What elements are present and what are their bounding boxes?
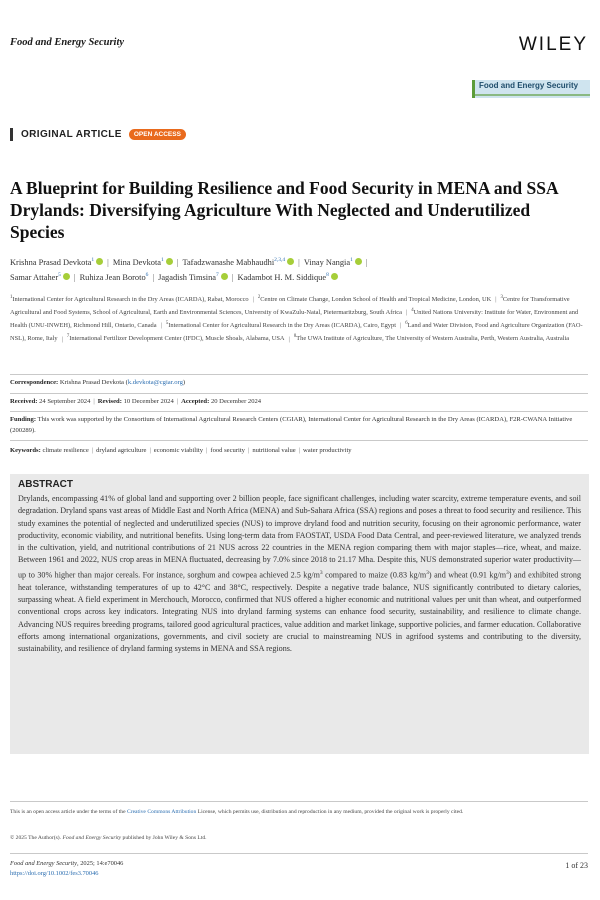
author[interactable] bbox=[10, 258, 103, 267]
author-name[interactable]: Tafadzwanashe Mabhaudhi bbox=[182, 257, 275, 267]
divider bbox=[10, 393, 588, 394]
affiliation-number: 3 bbox=[500, 295, 503, 300]
author[interactable] bbox=[10, 273, 70, 282]
affiliation-separator: | bbox=[160, 322, 162, 330]
affiliation-number: 7 bbox=[66, 334, 70, 340]
article-dates bbox=[10, 397, 588, 408]
orcid-icon[interactable] bbox=[166, 258, 173, 265]
author[interactable] bbox=[237, 273, 337, 282]
revised-date: 10 December 2024 bbox=[123, 398, 174, 405]
orcid-icon[interactable] bbox=[331, 273, 338, 280]
correspondence-email-link[interactable]: k.devkota@cgiar.org bbox=[127, 379, 183, 386]
keyword-separator: | bbox=[149, 447, 151, 454]
keyword[interactable]: economic viability bbox=[153, 447, 204, 454]
license-text bbox=[10, 808, 588, 817]
orcid-icon[interactable] bbox=[221, 273, 228, 280]
received-date: 24 September 2024 bbox=[39, 398, 91, 405]
affiliation-text: International Center for Agricultural Research in the Dry Areas (ICARDA), Cairo, Egypt bbox=[168, 322, 396, 330]
author-name[interactable]: Krishna Prasad Devkota bbox=[10, 257, 92, 267]
affiliation-text: International Center for Agricultural Research in the Dry Areas (ICARDA), Rabat, Morocco bbox=[12, 296, 249, 304]
affiliation-number: 6 bbox=[405, 321, 408, 327]
abstract-superscript: 3 bbox=[506, 569, 509, 576]
affiliation-number: 5 bbox=[165, 321, 169, 327]
correspondence-name: Krishna Prasad Devkota bbox=[59, 379, 124, 386]
license-link[interactable]: Creative Commons Attribution bbox=[126, 809, 197, 815]
author-affiliation-ref: 1 bbox=[161, 257, 164, 263]
abstract-part: ) and exhibited strong heat tolerance, withstanding temperatures of up to 42°C and 38°C, respectively. Despite a negative trade balance, NUS significantly contributed to dietary calories, surpassing wheat. A field experiment in Merchouch, Morocco, confirmed that NUS offered a higher economic and nutritional values per unit than wheat, and outperformed conventional crops across key indicators. Integrating NUS into dryland farming systems can enhance food security, sustainability, and resilience to climate change. Advancing NUS requires breeding programs, tailored good agricultural practices, value addition and market linkage, supportive policies, and farmer education. Collaborative efforts among international organizations, governments, and civil society are crucial to mainstreaming NUS in agrifood systems and contributing to the diversity, sustainability, and resilience of dryland farming systems in MENA and SSA regions. bbox=[18, 570, 581, 654]
keyword-separator: | bbox=[247, 447, 250, 454]
keyword-separator: | bbox=[298, 447, 301, 454]
abstract-part: ) and wheat (0.91 kg/m bbox=[428, 570, 507, 580]
author-name[interactable]: Kadambot H. M. Siddique bbox=[237, 272, 327, 282]
author-name[interactable]: Samar Attaher bbox=[10, 272, 59, 282]
funding-label: Funding: bbox=[10, 416, 37, 423]
divider bbox=[10, 440, 588, 441]
orcid-icon[interactable] bbox=[96, 258, 103, 265]
copyright-journal: Food and Energy Security bbox=[62, 835, 122, 841]
correspondence: Correspondence: Krishna Prasad Devkota (k.devkota@cgiar.org) bbox=[10, 379, 186, 386]
affiliation-number: 2 bbox=[257, 295, 261, 300]
author-affiliation-ref: 2,3,4 bbox=[274, 257, 286, 263]
divider bbox=[10, 411, 588, 412]
affiliation-text: Land and Water Division, Food and Agriculture Organization (FAO-NSL), Rome, Italy bbox=[10, 322, 583, 343]
article-title: A Blueprint for Building Resilience and Food Security in MENA and SSA Drylands: Diversifying Agriculture With Neglected and Underutilized Species bbox=[10, 178, 558, 242]
affiliation-separator: | bbox=[495, 296, 497, 304]
copyright-post: published by John Wiley & Sons Ltd. bbox=[121, 835, 207, 841]
keywords-label: Keywords: bbox=[10, 447, 41, 454]
author-affiliation-ref: 5 bbox=[58, 271, 61, 278]
author-separator: | bbox=[231, 272, 234, 282]
abstract-part: Drylands, encompassing 41% of global land and supporting over 2 billion people, face significant challenges, including water scarcity, extreme temperature events, and soil degradation. Dryland spans vast areas of Middle East and North Africa (MENA) and Sub-Sahara Africa (SSA) regions and poses a threat to food security and resilience. This study examines the potential of neglected and underutilized species (NUS) to improve dryland food and nutrition security, focusing on their agronomic performance, water productivity, economic viability, and nutritional benefits. Using long-term data from FAOSTAT, USDA Food Data Central, and peer-reviewed literature, we analyzed trends in the cultivation, yield, and nutritional contributions of 21 NUS across 22 countries in the MENA region comparing them with major staples—rice, wheat, and maize. Between 1961 and 2022, NUS crop areas in MENA fluctuated, decreasing by 7.0% since 2018 to 21.17 Mha. Despite this, NUS demonstrated superior water productivity—up to 30% higher than major cereals. For instance, sorghum and cowpea achieved 2.5 kg/m bbox=[18, 494, 581, 580]
keyword-separator: | bbox=[206, 447, 208, 454]
affiliation-text: Centre on Climate Change, London School of Health and Tropical Medicine, London, UK bbox=[260, 296, 492, 304]
citation-volume: , 2025; 14:e70046 bbox=[77, 860, 124, 867]
keyword[interactable]: nutritional value bbox=[252, 447, 296, 454]
abstract-superscript: 3 bbox=[426, 569, 429, 576]
author-separator: | bbox=[107, 257, 109, 267]
copyright bbox=[10, 834, 207, 843]
author-affiliation-ref: 1 bbox=[91, 257, 95, 263]
author[interactable] bbox=[182, 258, 294, 267]
keyword[interactable]: dryland agriculture bbox=[96, 447, 147, 454]
affiliation-text: International Fertilizer Development Center (IFDC), Muscle Shoals, Alabama, USA bbox=[69, 335, 285, 343]
affiliations bbox=[10, 292, 588, 345]
citation-journal: Food and Energy Security bbox=[10, 860, 78, 867]
journal-badge-label: Food and Energy Security bbox=[479, 81, 579, 90]
article-type bbox=[10, 128, 186, 141]
accepted-date: 20 December 2024 bbox=[210, 398, 262, 405]
journal-badge-stripe bbox=[475, 94, 590, 96]
received-label: Received: bbox=[10, 398, 38, 405]
date-separator: | bbox=[93, 398, 95, 405]
author[interactable] bbox=[158, 273, 228, 282]
revised-label: Revised: bbox=[97, 398, 122, 405]
author[interactable] bbox=[113, 258, 173, 267]
publisher-logo: WILEY bbox=[518, 34, 588, 55]
author-affiliation-ref: 8 bbox=[326, 271, 329, 278]
keyword-separator: | bbox=[91, 447, 94, 454]
affiliation-text: United Nations University: Institute for Water, Environment and Health (UNU-INWEH), Richmond Hill, Ontario, Canada bbox=[10, 309, 579, 330]
journal-badge bbox=[472, 80, 590, 98]
author-affiliation-ref: 1 bbox=[350, 257, 353, 263]
author-name[interactable]: Jagadish Timsina bbox=[158, 272, 217, 282]
article-type-bar bbox=[10, 128, 13, 141]
date-separator: | bbox=[176, 398, 179, 405]
accepted-label: Accepted: bbox=[181, 398, 210, 405]
author-separator: | bbox=[365, 257, 368, 267]
author-name[interactable]: Ruhiza Jean Boroto bbox=[79, 272, 146, 282]
copyright-pre: © 2025 The Author(s). bbox=[10, 835, 63, 841]
license-pre: This is an open access article under the terms of the bbox=[10, 809, 127, 815]
affiliation-separator: | bbox=[288, 335, 290, 343]
citation bbox=[10, 859, 123, 879]
divider bbox=[10, 374, 588, 375]
keyword[interactable]: water productivity bbox=[303, 447, 352, 454]
abstract-heading: ABSTRACT bbox=[18, 479, 73, 490]
affiliation-text: The UWA Institute of Agriculture, The University of Western Australia, Perth, Western Australia, Australia bbox=[296, 335, 570, 343]
author-name[interactable]: Mina Devkota bbox=[112, 257, 161, 267]
orcid-icon[interactable] bbox=[63, 273, 70, 280]
article-type-label: ORIGINAL ARTICLE bbox=[21, 129, 122, 140]
affiliation-text: Centre for Transformative Agricultural and Food Systems, School of Agricultural, Earth and Environmental Sciences, University of KwaZulu-Natal, Pietermaritzburg, South Africa bbox=[10, 296, 570, 317]
license-post: License, which permits use, distribution and reproduction in any medium, provided the original work is properly cited. bbox=[196, 809, 464, 815]
author[interactable] bbox=[80, 273, 149, 282]
affiliation-number: 8 bbox=[293, 334, 297, 340]
affiliation-separator: | bbox=[61, 335, 63, 343]
funding bbox=[10, 415, 588, 436]
divider bbox=[10, 801, 588, 802]
author-separator: | bbox=[298, 257, 300, 267]
open-access-badge: OPEN ACCESS bbox=[129, 129, 186, 140]
keyword[interactable]: food security bbox=[210, 447, 245, 454]
author-separator: | bbox=[73, 272, 76, 282]
affiliation-number: 1 bbox=[10, 295, 13, 300]
doi-link[interactable]: https://doi.org/10.1002/fes3.70046 bbox=[10, 870, 99, 877]
keywords bbox=[10, 446, 588, 457]
affiliation-separator: | bbox=[399, 322, 402, 330]
author-affiliation-ref: 7 bbox=[216, 271, 219, 278]
affiliation-separator: | bbox=[405, 309, 408, 317]
orcid-icon[interactable] bbox=[355, 258, 362, 265]
abstract-box bbox=[10, 474, 589, 754]
author-separator: | bbox=[152, 272, 155, 282]
abstract-text bbox=[18, 493, 581, 656]
affiliation-separator: | bbox=[252, 296, 254, 304]
author-list bbox=[10, 254, 585, 284]
page-number: 1 of 23 bbox=[565, 861, 588, 870]
journal-name: Food and Energy Security bbox=[10, 37, 125, 48]
correspondence-label: Correspondence: bbox=[10, 379, 59, 386]
abstract-part: compared to maize (0.83 kg/m bbox=[322, 570, 427, 580]
affiliation-number: 4 bbox=[411, 308, 414, 314]
funding-text: This work was supported by the Consortium of International Agricultural Research Centers (CGIAR), International Center for Agricultural Research in the Dry Areas (ICARDA), F2R-CWANA Initiative (200289). bbox=[10, 416, 573, 434]
author-affiliation-ref: 6 bbox=[145, 271, 149, 278]
author-name[interactable]: Vinay Nangia bbox=[303, 257, 351, 267]
author[interactable] bbox=[304, 258, 362, 267]
abstract-superscript: 3 bbox=[319, 569, 323, 576]
divider bbox=[10, 853, 588, 854]
author-separator: | bbox=[176, 257, 179, 267]
orcid-icon[interactable] bbox=[287, 258, 294, 265]
keyword[interactable]: climate resilience bbox=[42, 447, 89, 454]
